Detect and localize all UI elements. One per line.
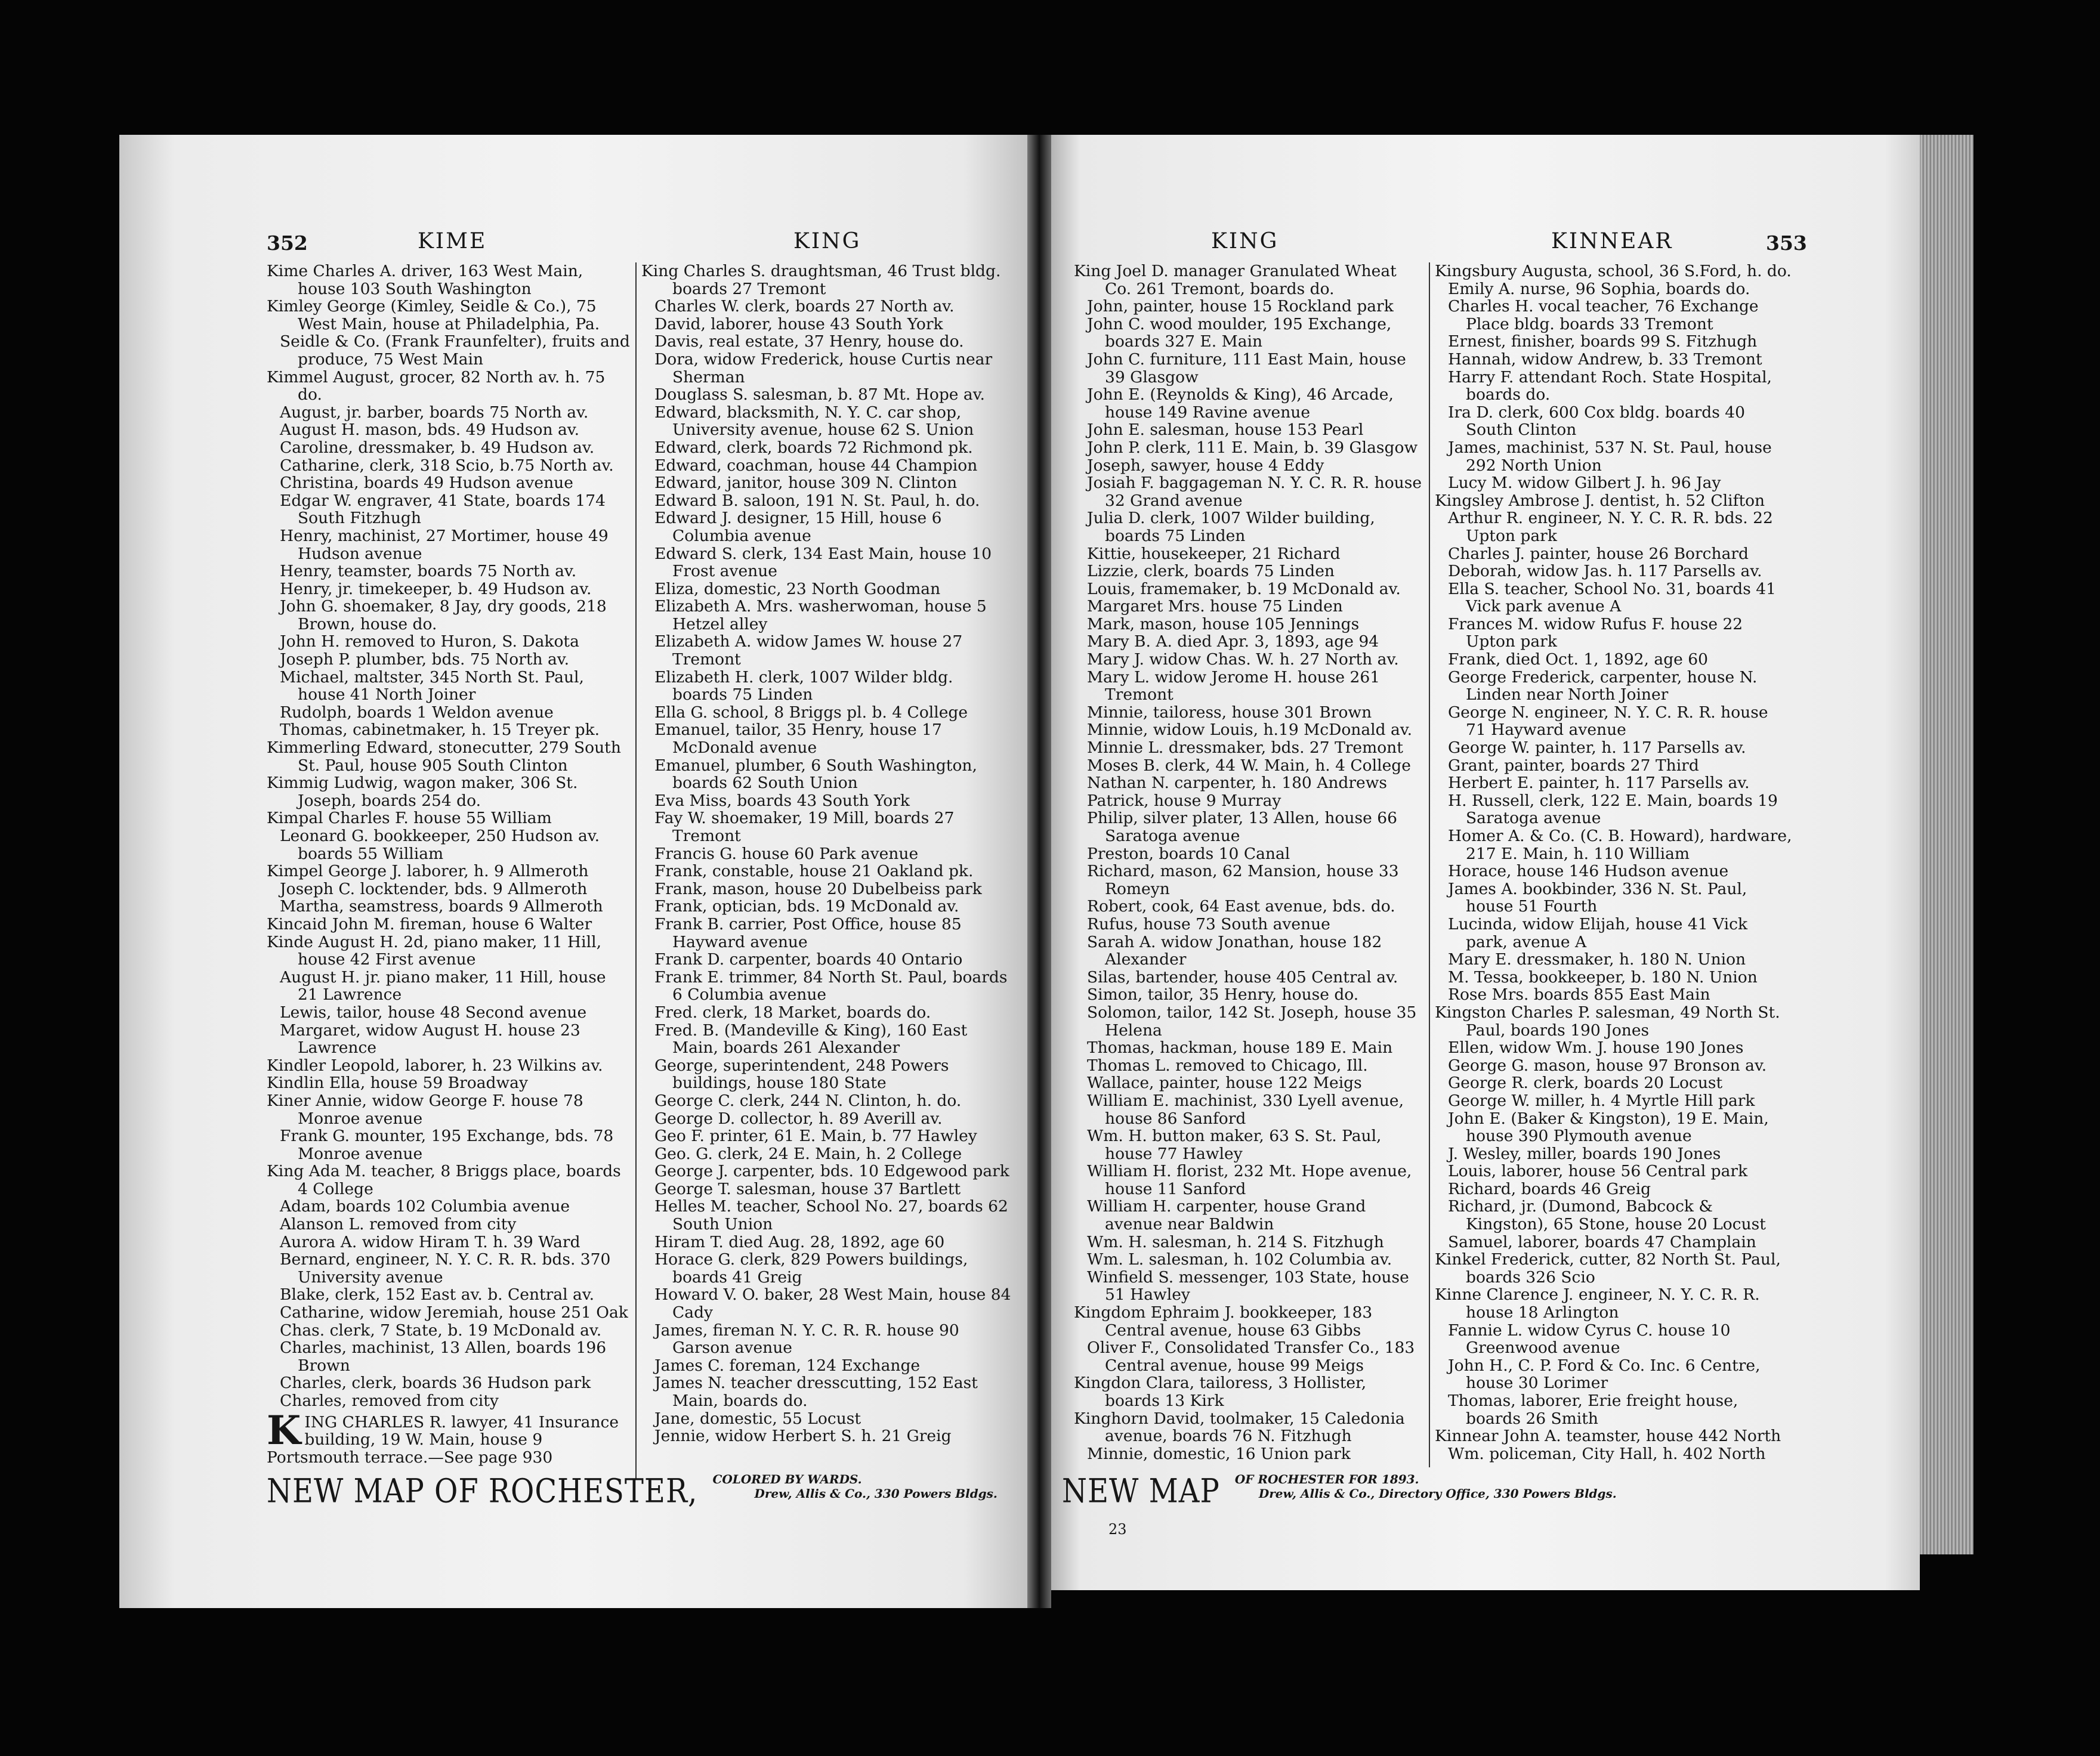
directory-entry: John H., C. P. Ford & Co. Inc. 6 Centre, house 30 Lorimer bbox=[1448, 1356, 1761, 1393]
right-footer bbox=[1062, 1472, 1617, 1511]
directory-entry: Kingdom Ephraim J. bookkeeper, 183 Central avenue, house 63 Gibbs bbox=[1074, 1303, 1373, 1340]
directory-entry: Herbert E. painter, h. 117 Parsells av. bbox=[1448, 774, 1750, 793]
directory-entry: Kimmig Ludwig, wagon maker, 306 St. Joseph, boards 254 do. bbox=[267, 774, 578, 810]
directory-entry: Minnie, domestic, 16 Union park bbox=[1087, 1444, 1351, 1463]
left-column-2 bbox=[641, 262, 1011, 1445]
directory-entry: George D. collector, h. 89 Averill av. bbox=[654, 1109, 943, 1128]
directory-entry: Charles, removed from city bbox=[280, 1392, 499, 1410]
directory-entry: Kinde August H. 2d, piano maker, 11 Hill, house 42 First avenue bbox=[267, 932, 602, 969]
directory-entry: Michael, maltster, 345 North St. Paul, house 41 North Joiner bbox=[280, 667, 584, 704]
directory-entry: Wm. L. salesman, h. 102 Columbia av. bbox=[1087, 1250, 1392, 1269]
directory-entry: George T. salesman, house 37 Bartlett bbox=[654, 1179, 961, 1198]
directory-entry: Kindlin Ella, house 59 Broadway bbox=[267, 1074, 528, 1093]
directory-entry: Hannah, widow Andrew, b. 33 Tremont bbox=[1448, 350, 1762, 369]
directory-entry: Joseph P. plumber, bds. 75 North av. bbox=[280, 650, 570, 669]
directory-entry: James C. foreman, 124 Exchange bbox=[654, 1356, 921, 1375]
directory-entry: James, fireman N. Y. C. R. R. house 90 Garson avenue bbox=[654, 1321, 959, 1358]
directory-entry: Kingdon Clara, tailoress, 3 Hollister, boards 13 Kirk bbox=[1074, 1374, 1367, 1410]
directory-entry: Thomas, cabinetmaker, h. 15 Treyer pk. bbox=[280, 721, 600, 740]
left-column-1 bbox=[267, 262, 631, 1466]
directory-entry: Henry, teamster, boards 75 North av. bbox=[280, 562, 577, 581]
directory-entry: Edward B. saloon, 191 N. St. Paul, h. do. bbox=[654, 491, 980, 510]
directory-entry: Minnie L. dressmaker, bds. 27 Tremont bbox=[1087, 738, 1403, 758]
directory-entry: Minnie, widow Louis, h.19 McDonald av. bbox=[1087, 721, 1413, 740]
directory-entry: Frank B. carrier, Post Office, house 85 Hayward avenue bbox=[654, 914, 962, 951]
directory-entry: Wallace, painter, house 122 Meigs bbox=[1087, 1074, 1362, 1093]
directory-entry: Catharine, widow Jeremiah, house 251 Oak bbox=[280, 1303, 628, 1322]
directory-entry: Aurora A. widow Hiram T. h. 39 Ward bbox=[280, 1232, 580, 1251]
directory-entry: Hiram T. died Aug. 28, 1892, age 60 bbox=[654, 1232, 945, 1251]
directory-entry: Emanuel, plumber, 6 South Washington, boards 62 South Union bbox=[654, 756, 977, 793]
directory-entry: Joseph, sawyer, house 4 Eddy bbox=[1087, 456, 1324, 475]
directory-entry: Lucinda, widow Elijah, house 41 Vick park, avenue A bbox=[1448, 914, 1748, 951]
directory-entry: Lizzie, clerk, boards 75 Linden bbox=[1087, 562, 1335, 581]
directory-entry: Preston, boards 10 Canal bbox=[1087, 844, 1290, 863]
directory-entry: David, laborer, house 43 South York bbox=[654, 314, 943, 333]
directory-entry: Kimmel August, grocer, 82 North av. h. 75 do. bbox=[267, 367, 606, 404]
directory-entry: Kiner Annie, widow George F. house 78 Monroe avenue bbox=[267, 1091, 583, 1128]
directory-entry: John G. shoemaker, 8 Jay, dry goods, 218 Brown, house do. bbox=[280, 597, 607, 633]
directory-entry: Rufus, house 73 South avenue bbox=[1087, 914, 1330, 933]
directory-entry: Samuel, laborer, boards 47 Champlain bbox=[1448, 1232, 1756, 1251]
right-footer-publisher bbox=[1235, 1472, 1617, 1501]
left-running-head-king: KING bbox=[793, 229, 861, 253]
directory-entry: Lucy M. widow Gilbert J. h. 96 Jay bbox=[1448, 474, 1721, 493]
directory-entry: Thomas L. removed to Chicago, Ill. bbox=[1087, 1056, 1368, 1075]
directory-entry: Eliza, domestic, 23 North Goodman bbox=[654, 579, 941, 598]
directory-entry: Charles, clerk, boards 36 Hudson park bbox=[280, 1374, 591, 1393]
directory-entry: Seidle & Co. (Frank Fraunfelter), fruits and produce, 75 West Main bbox=[280, 332, 630, 369]
directory-entry: Moses B. clerk, 44 W. Main, h. 4 College bbox=[1087, 756, 1411, 775]
directory-entry: Patrick, house 9 Murray bbox=[1087, 791, 1281, 810]
directory-entry: George Frederick, carpenter, house N. Linden near North Joiner bbox=[1448, 667, 1758, 704]
directory-entry: Martha, seamstress, boards 9 Allmeroth bbox=[280, 897, 603, 916]
directory-entry: M. Tessa, bookkeeper, b. 180 N. Union bbox=[1448, 967, 1758, 987]
directory-entry: Horace, house 146 Hudson avenue bbox=[1448, 862, 1729, 881]
directory-entry: George, superintendent, 248 Powers buildings, house 180 State bbox=[654, 1056, 949, 1093]
directory-entry: Thomas, hackman, house 189 E. Main bbox=[1087, 1038, 1393, 1058]
directory-entry: Ella G. school, 8 Briggs pl. b. 4 College bbox=[654, 703, 968, 722]
directory-entry: Jane, domestic, 55 Locust bbox=[654, 1409, 861, 1428]
directory-entry: Fay W. shoemaker, 19 Mill, boards 27 Tremont bbox=[654, 809, 955, 845]
directory-entry: Catharine, clerk, 318 Scio, b.75 North av. bbox=[280, 456, 614, 475]
directory-entry: Fred. B. (Mandeville & King), 160 East Main, boards 261 Alexander bbox=[654, 1021, 968, 1058]
directory-entry: Mark, mason, house 105 Jennings bbox=[1087, 614, 1360, 633]
ad-text: ING CHARLES R. lawyer, 41 Insurance building, 19 W. Main, house 9 Portsmouth terrace.—See page 930 bbox=[267, 1412, 619, 1467]
directory-entry: Homer A. & Co. (C. B. Howard), hardware, 217 E. Main, h. 110 William bbox=[1448, 827, 1792, 863]
directory-entry: Edward, blacksmith, N. Y. C. car shop, University avenue, house 62 S. Union bbox=[654, 403, 974, 440]
directory-entry: Bernard, engineer, N. Y. C. R. R. bds. 370 University avenue bbox=[280, 1250, 611, 1287]
signature-mark: 23 bbox=[1108, 1521, 1127, 1538]
directory-entry: Elizabeth H. clerk, 1007 Wilder bldg. boards 75 Linden bbox=[654, 667, 953, 704]
directory-entry: Joseph C. locktender, bds. 9 Allmeroth bbox=[280, 879, 588, 898]
directory-entry: Charles, machinist, 13 Allen, boards 196 Brown bbox=[280, 1338, 607, 1375]
left-footer bbox=[267, 1472, 998, 1511]
directory-entry: Jennie, widow Herbert S. h. 21 Greig bbox=[654, 1427, 952, 1446]
directory-entry: Kindler Leopold, laborer, h. 23 Wilkins av. bbox=[267, 1056, 603, 1075]
directory-entry: Elizabeth A. Mrs. washerwoman, house 5 Hetzel alley bbox=[654, 597, 987, 633]
directory-entry: Blake, clerk, 152 East av. b. Central av. bbox=[280, 1285, 595, 1304]
directory-entry: George C. clerk, 244 N. Clinton, h. do. bbox=[654, 1091, 962, 1110]
directory-entry: Silas, bartender, house 405 Central av. bbox=[1087, 967, 1398, 987]
directory-entry: William H. carpenter, house Grand avenue near Baldwin bbox=[1087, 1197, 1366, 1234]
directory-entry: Philip, silver plater, 13 Allen, house 66 Saratoga avenue bbox=[1087, 809, 1397, 845]
directory-entry: Nathan N. carpenter, h. 180 Andrews bbox=[1087, 774, 1388, 793]
directory-entry: Rose Mrs. boards 855 East Main bbox=[1448, 985, 1710, 1004]
left-column-divider bbox=[635, 262, 637, 1479]
directory-entry: Charles W. clerk, boards 27 North av. bbox=[654, 297, 955, 316]
directory-entry: Oliver F., Consolidated Transfer Co., 183 Central avenue, house 99 Meigs bbox=[1087, 1338, 1415, 1375]
directory-entry: John H. removed to Huron, S. Dakota bbox=[280, 632, 579, 651]
directory-entry: King Charles S. draughtsman, 46 Trust bldg. boards 27 Tremont bbox=[641, 262, 1001, 298]
right-column-2 bbox=[1435, 262, 1793, 1463]
directory-entry: Ernest, finisher, boards 99 S. Fitzhugh bbox=[1448, 332, 1758, 351]
directory-entry: Kime Charles A. driver, 163 West Main, house 103 South Washington bbox=[267, 262, 583, 298]
directory-entry: Horace G. clerk, 829 Powers buildings, boards 41 Greig bbox=[654, 1250, 968, 1287]
directory-entry: King Joel D. manager Granulated Wheat Co. 261 Tremont, boards do. bbox=[1074, 262, 1397, 298]
directory-entry: John E. (Baker & Kingston), 19 E. Main, house 390 Plymouth avenue bbox=[1448, 1109, 1769, 1146]
directory-entry: Edward, coachman, house 44 Champion bbox=[654, 456, 978, 475]
directory-entry: Margaret, widow August H. house 23 Lawrence bbox=[280, 1021, 580, 1058]
directory-entry: Richard, boards 46 Greig bbox=[1448, 1179, 1651, 1198]
directory-entry: Kinne Clarence J. engineer, N. Y. C. R. R. house 18 Arlington bbox=[1435, 1285, 1760, 1322]
left-running-head-kime: KIME bbox=[418, 229, 487, 253]
directory-entry: Edward S. clerk, 134 East Main, house 10 Frost avenue bbox=[654, 544, 992, 581]
directory-entry: Davis, real estate, 37 Henry, house do. bbox=[654, 332, 964, 351]
directory-entry: Dora, widow Frederick, house Curtis near Sherman bbox=[654, 350, 993, 387]
directory-entry: August H. jr. piano maker, 11 Hill, house 21 Lawrence bbox=[280, 967, 606, 1004]
left-footer-line-2: Drew, Allis & Co., 330 Powers Bldgs. bbox=[754, 1486, 998, 1501]
directory-entry: Frank, optician, bds. 19 McDonald av. bbox=[654, 897, 959, 916]
directory-entry: Ellen, widow Wm. J. house 190 Jones bbox=[1448, 1038, 1744, 1058]
directory-entry: Charles H. vocal teacher, 76 Exchange Place bldg. boards 33 Tremont bbox=[1448, 297, 1759, 333]
right-column-1 bbox=[1074, 262, 1425, 1463]
directory-entry: Arthur R. engineer, N. Y. C. R. R. bds. 22 Upton park bbox=[1448, 509, 1773, 545]
directory-entry: Frances M. widow Rufus F. house 22 Upton park bbox=[1448, 614, 1743, 651]
directory-entry: Ira D. clerk, 600 Cox bldg. boards 40 South Clinton bbox=[1448, 403, 1745, 440]
directory-entry: Eva Miss, boards 43 South York bbox=[654, 791, 910, 810]
directory-entry: Chas. clerk, 7 State, b. 19 McDonald av. bbox=[280, 1321, 602, 1340]
directory-entry: Kinghorn David, toolmaker, 15 Caledonia avenue, boards 76 N. Fitzhugh bbox=[1074, 1409, 1405, 1446]
directory-entry: Sarah A. widow Jonathan, house 182 Alexander bbox=[1087, 932, 1382, 969]
directory-entry: Kingsbury Augusta, school, 36 S.Ford, h. do. bbox=[1435, 262, 1792, 280]
directory-entry: Simon, tailor, 35 Henry, house do. bbox=[1087, 985, 1359, 1004]
directory-entry: Henry, machinist, 27 Mortimer, house 49 Hudson avenue bbox=[280, 526, 609, 563]
directory-entry: George R. clerk, boards 20 Locust bbox=[1448, 1074, 1723, 1093]
directory-entry: James N. teacher dresscutting, 152 East Main, boards do. bbox=[654, 1374, 978, 1410]
directory-entries bbox=[267, 262, 631, 1410]
directory-entry: Minnie, tailoress, house 301 Brown bbox=[1087, 703, 1372, 722]
directory-entry: Kingston Charles P. salesman, 49 North St. Paul, boards 190 Jones bbox=[1435, 1003, 1780, 1040]
directory-entry: Ella S. teacher, School No. 31, boards 41 Vick park avenue A bbox=[1448, 579, 1776, 616]
directory-entry: Mary L. widow Jerome H. house 261 Tremont bbox=[1087, 667, 1381, 704]
directory-entry: James A. bookbinder, 336 N. St. Paul, house 51 Fourth bbox=[1448, 879, 1747, 916]
directory-entry: Mary B. A. died Apr. 3, 1893, age 94 bbox=[1087, 632, 1379, 651]
directory-entry: Richard, jr. (Dumond, Babcock & Kingston), 65 Stone, house 20 Locust bbox=[1448, 1197, 1766, 1234]
directory-entry: William H. florist, 232 Mt. Hope avenue, house 11 Sanford bbox=[1087, 1162, 1412, 1198]
directory-entry: Emanuel, tailor, 35 Henry, house 17 McDonald avenue bbox=[654, 721, 942, 758]
directory-entry: Solomon, tailor, 142 St. Joseph, house 35 Helena bbox=[1087, 1003, 1417, 1040]
directory-entry: Kimley George (Kimley, Seidle & Co.), 75 West Main, house at Philadelphia, Pa. bbox=[267, 297, 600, 333]
directory-entry: Geo F. printer, 61 E. Main, b. 77 Hawley bbox=[654, 1127, 977, 1146]
directory-entry: Robert, cook, 64 East avenue, bds. do. bbox=[1087, 897, 1395, 916]
right-footer-line-2: Drew, Allis & Co., Directory Office, 330 Powers Bldgs. bbox=[1258, 1486, 1617, 1501]
left-footer-publisher bbox=[712, 1472, 997, 1501]
directory-entry: August H. mason, bds. 49 Hudson av. bbox=[280, 421, 580, 440]
directory-entry: Howard V. O. baker, 28 West Main, house 84 Cady bbox=[654, 1285, 1011, 1322]
right-running-head-kinnear: KINNEAR bbox=[1551, 229, 1673, 253]
directory-entry: Adam, boards 102 Columbia avenue bbox=[280, 1197, 570, 1216]
directory-entry: John, painter, house 15 Rockland park bbox=[1087, 297, 1394, 316]
directory-entry: Kimpal Charles F. house 55 William bbox=[267, 809, 552, 828]
directory-entry: George N. engineer, N. Y. C. R. R. house 71 Hayward avenue bbox=[1448, 703, 1768, 740]
directory-entry: Rudolph, boards 1 Weldon avenue bbox=[280, 703, 554, 722]
directory-entry: J. Wesley, miller, boards 190 Jones bbox=[1448, 1144, 1721, 1163]
directory-entry: George W. miller, h. 4 Myrtle Hill park bbox=[1448, 1091, 1755, 1110]
directory-entry: Henry, jr. timekeeper, b. 49 Hudson av. bbox=[280, 579, 592, 598]
directory-entry: Elizabeth A. widow James W. house 27 Tremont bbox=[654, 632, 963, 669]
directory-entry: Charles J. painter, house 26 Borchard bbox=[1448, 544, 1749, 563]
right-footer-line-1: OF ROCHESTER FOR 1893. bbox=[1234, 1472, 1419, 1486]
directory-entry: King Ada M. teacher, 8 Briggs place, boards 4 College bbox=[267, 1162, 621, 1198]
directory-entry: Francis G. house 60 Park avenue bbox=[654, 844, 919, 863]
directory-entry: Kimmerling Edward, stonecutter, 279 South St. Paul, house 905 South Clinton bbox=[267, 738, 621, 775]
right-running-head-king: KING bbox=[1211, 229, 1279, 253]
directory-entry: Louis, framemaker, b. 19 McDonald av. bbox=[1087, 579, 1401, 598]
directory-entry: Fannie L. widow Cyrus C. house 10 Greenwood avenue bbox=[1448, 1321, 1731, 1358]
directory-entry: Frank G. mounter, 195 Exchange, bds. 78 Monroe avenue bbox=[280, 1127, 614, 1163]
directory-entry: Kinkel Frederick, cutter, 82 North St. Paul, boards 326 Scio bbox=[1435, 1250, 1781, 1287]
directory-entry: John E. (Reynolds & King), 46 Arcade, house 149 Ravine avenue bbox=[1087, 385, 1394, 422]
directory-entry: Mary J. widow Chas. W. h. 27 North av. bbox=[1087, 650, 1399, 669]
directory-entry: Kinnear John A. teamster, house 442 North bbox=[1435, 1427, 1781, 1446]
right-column-divider bbox=[1429, 262, 1430, 1467]
directory-entry: George J. carpenter, bds. 10 Edgewood park bbox=[654, 1162, 1009, 1181]
directory-entry: Kincaid John M. fireman, house 6 Walter bbox=[267, 914, 592, 933]
directory-entry: Grant, painter, boards 27 Third bbox=[1448, 756, 1699, 775]
directory-entry: John C. furniture, 111 East Main, house 39 Glasgow bbox=[1087, 350, 1406, 387]
directory-entry: H. Russell, clerk, 122 E. Main, boards 19 Saratoga avenue bbox=[1448, 791, 1778, 828]
directory-entry: Leonard G. bookkeeper, 250 Hudson av. boards 55 William bbox=[280, 827, 600, 863]
directory-entry: Deborah, widow Jas. h. 117 Parsells av. bbox=[1448, 562, 1762, 581]
directory-entry: Kittie, housekeeper, 21 Richard bbox=[1087, 544, 1341, 563]
right-footer-title: NEW MAP bbox=[1062, 1472, 1220, 1511]
directory-entry: Edgar W. engraver, 41 State, boards 174 South Fitzhugh bbox=[280, 491, 606, 528]
directory-entry: Frank E. trimmer, 84 North St. Paul, boards 6 Columbia avenue bbox=[654, 967, 1008, 1004]
directory-entry: Kimpel George J. laborer, h. 9 Allmeroth bbox=[267, 862, 589, 881]
ad-initial-letter: K bbox=[267, 1406, 301, 1454]
directory-entry: Wm. H. salesman, h. 214 S. Fitzhugh bbox=[1087, 1232, 1384, 1251]
directory-entry: Christina, boards 49 Hudson avenue bbox=[280, 474, 573, 493]
left-page-number: 352 bbox=[267, 231, 308, 255]
directory-entry: Edward, clerk, boards 72 Richmond pk. bbox=[654, 438, 973, 457]
directory-entry: Wm. policeman, City Hall, h. 402 North bbox=[1448, 1444, 1766, 1463]
directory-entry: Geo. G. clerk, 24 E. Main, h. 2 College bbox=[654, 1144, 962, 1163]
directory-entry: John E. salesman, house 153 Pearl bbox=[1087, 421, 1364, 440]
directory-entry: Josiah F. baggageman N. Y. C. R. R. house 32 Grand avenue bbox=[1087, 474, 1422, 510]
directory-entry: Emily A. nurse, 96 Sophia, boards do. bbox=[1448, 279, 1750, 298]
directory-entry: Frank, mason, house 20 Dubelbeiss park bbox=[654, 879, 982, 898]
directory-entry: Kingsley Ambrose J. dentist, h. 52 Clifton bbox=[1435, 491, 1765, 510]
left-footer-title: NEW MAP OF ROCHESTER, bbox=[267, 1472, 698, 1511]
directory-entry: Douglass S. salesman, b. 87 Mt. Hope av. bbox=[654, 385, 985, 404]
directory-entry: Wm. H. button maker, 63 S. St. Paul, house 77 Hawley bbox=[1087, 1127, 1382, 1163]
page-edges bbox=[1920, 135, 1974, 1554]
king-charles-r-advertisement bbox=[267, 1406, 631, 1467]
directory-entry: Edward J. designer, 15 Hill, house 6 Columbia avenue bbox=[654, 509, 942, 545]
directory-entry: Harry F. attendant Roch. State Hospital, boards do. bbox=[1448, 367, 1772, 404]
directory-entry: Alanson L. removed from city bbox=[280, 1215, 517, 1234]
left-footer-line-1: COLORED BY WARDS. bbox=[712, 1472, 862, 1486]
directory-entry: Mary E. dressmaker, h. 180 N. Union bbox=[1448, 950, 1746, 969]
directory-entry: Richard, mason, 62 Mansion, house 33 Romeyn bbox=[1087, 862, 1399, 898]
directory-entry: James, machinist, 537 N. St. Paul, house 292 North Union bbox=[1448, 438, 1772, 475]
directory-entry: Lewis, tailor, house 48 Second avenue bbox=[280, 1003, 587, 1022]
directory-entry: Fred. clerk, 18 Market, boards do. bbox=[654, 1003, 931, 1022]
directory-entry: Frank, constable, house 21 Oakland pk. bbox=[654, 862, 974, 881]
directory-entry: William E. machinist, 330 Lyell avenue, house 86 Sanford bbox=[1087, 1091, 1404, 1128]
directory-entry: John C. wood moulder, 195 Exchange, boards 327 E. Main bbox=[1087, 314, 1392, 351]
directory-entry: Julia D. clerk, 1007 Wilder building, boards 75 Linden bbox=[1087, 509, 1375, 545]
directory-entry: Helles M. teacher, School No. 27, boards 62 South Union bbox=[654, 1197, 1008, 1234]
directory-entry: Edward, janitor, house 309 N. Clinton bbox=[654, 474, 958, 493]
directory-entry: Thomas, laborer, Erie freight house, boards 26 Smith bbox=[1448, 1392, 1738, 1428]
directory-entry: Caroline, dressmaker, b. 49 Hudson av. bbox=[280, 438, 595, 457]
directory-entry: Winfield S. messenger, 103 State, house 51 Hawley bbox=[1087, 1267, 1409, 1304]
directory-entry: Margaret Mrs. house 75 Linden bbox=[1087, 597, 1343, 616]
directory-entry: Frank D. carpenter, boards 40 Ontario bbox=[654, 950, 963, 969]
directory-entry: Frank, died Oct. 1, 1892, age 60 bbox=[1448, 650, 1708, 669]
book-gutter bbox=[1027, 135, 1051, 1608]
directory-entry: John P. clerk, 111 E. Main, b. 39 Glasgow bbox=[1087, 438, 1418, 457]
directory-entry: George W. painter, h. 117 Parsells av. bbox=[1448, 738, 1746, 758]
directory-entry: August, jr. barber, boards 75 North av. bbox=[280, 403, 589, 422]
directory-entry: Louis, laborer, house 56 Central park bbox=[1448, 1162, 1748, 1181]
right-page-number: 353 bbox=[1766, 231, 1807, 255]
directory-entry: George G. mason, house 97 Bronson av. bbox=[1448, 1056, 1767, 1075]
